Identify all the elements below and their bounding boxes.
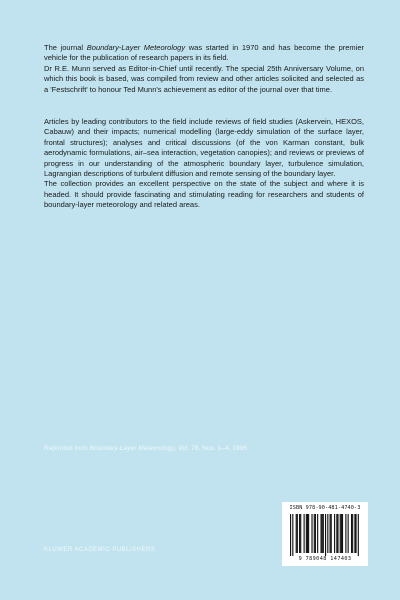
reprint-note: Reprinted from Boundary-Layer Meteorology, Vol. 78, Nos. 1–4, 1996 — [44, 445, 248, 452]
ean-number: 9 789048 147403 — [298, 556, 352, 562]
collection-paragraph: The collection provides an excellent perspective on the state of the subject and where it is headed. It should provide fascinating and stimulating reading for researchers and students of boundary-layer meteorology and related areas. — [44, 179, 364, 210]
intro-paragraph-munn: Dr R.E. Munn served as Editor-in-Chief until recently. The special 25th Anniversary Volume, on which this book is based, was compiled from review and other articles solicited and selected as a 'Festschrift' to honour Ted Munn's achievement as editor of the journal over that time. — [44, 63, 364, 94]
publisher-name: KLUWER ACADEMIC PUBLISHERS — [44, 547, 156, 553]
intro-text — [44, 43, 364, 101]
barcode-box — [282, 502, 368, 566]
isbn-text: ISBN 978-90-481-4740-3 — [289, 505, 361, 511]
barcode-bars — [290, 514, 360, 556]
intro-paragraph-journal: The journal Boundary-Layer Meteorology was started in 1970 and has become the premier vehicle for the publication of research papers in its field. — [44, 43, 364, 63]
articles-paragraph: Articles by leading contributors to the field include reviews of field studies (Askervein, HEXOS, Cabauw) and their impacts; numerical modelling (large-eddy simulation of the surface layer, frontal structures); analyses and critical discussions (of the von Karman constant, bulk aerodynamic formulations, air–sea interaction, vegetation canopies); and reviews or previews of progress in our understanding of the atmospheric boundary layer, turbulence simulation, Lagrangian descriptions of turbulent diffusion and remote sensing of the boundary layer. — [44, 117, 364, 179]
articles-text — [44, 117, 364, 217]
journal-title: Boundary-Layer Meteorology — [86, 43, 186, 52]
